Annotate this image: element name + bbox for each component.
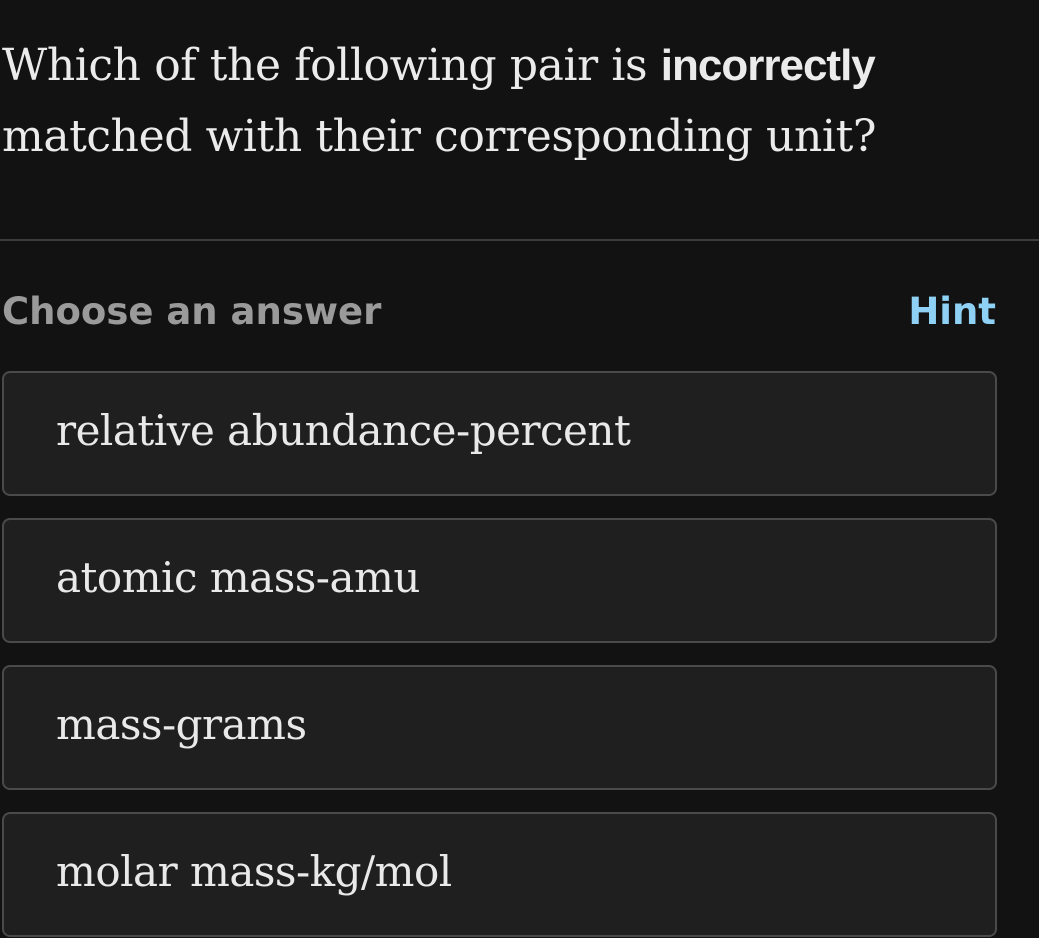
answer-option-4[interactable] [2,812,997,937]
choose-answer-label: Choose an answer [2,290,382,333]
answer-option-3[interactable] [2,665,997,790]
question-text [2,30,1032,172]
answer-option-label: relative abundance-percent [56,406,631,455]
answer-option-label: mass-grams [56,700,307,749]
question-emphasis: incorrectly [660,41,875,90]
answer-list [2,371,997,938]
question-text-part2: matched with their corresponding unit? [2,111,877,162]
section-divider [0,239,1039,241]
hint-button[interactable]: Hint [908,290,996,333]
answer-option-label: molar mass-kg/mol [56,847,452,896]
question-text-part1: Which of the following pair is [2,40,661,91]
answer-option-2[interactable] [2,518,997,643]
answer-option-1[interactable] [2,371,997,496]
answer-option-label: atomic mass-amu [56,553,420,602]
